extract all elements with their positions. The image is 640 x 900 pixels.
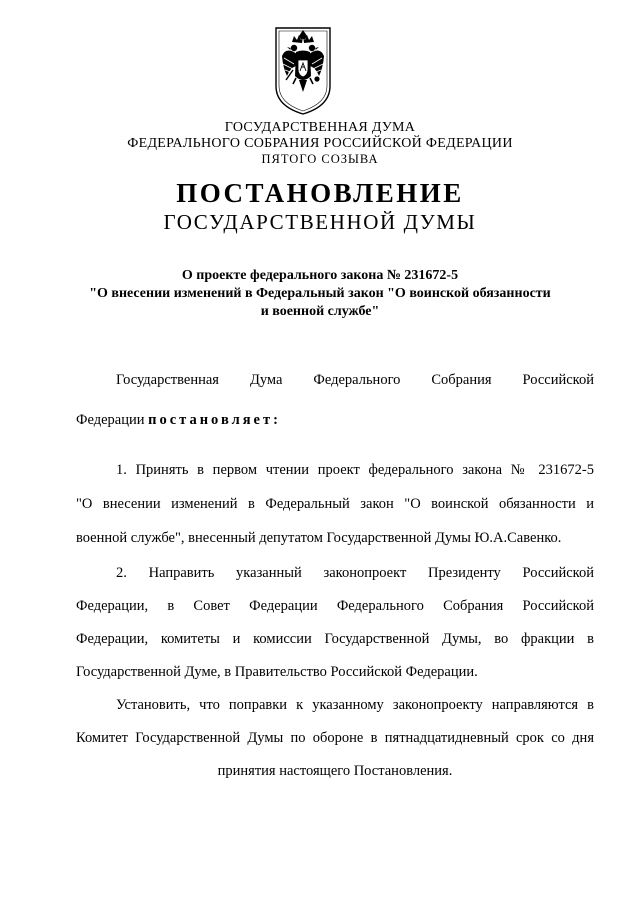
item1-line-3: военной службе", внесенный депутатом Государственной Думы Ю.А.Савенко. (76, 530, 562, 546)
item3-line-2: Комитет Государственной Думы по обороне в пятнадцатидневный срок со дня (76, 730, 594, 746)
subject-line-2: "О внесении изменений в Федеральный закон "О воинской обязанности (89, 286, 551, 301)
item3-line-3: принятия настоящего Постановления. (217, 763, 453, 779)
item2-line-3: Федерации, комитеты и комиссии Государственной Думы, во фракции в (76, 631, 594, 647)
item2-line-1: 2. Направить указанный законопроект Президенту Российской (116, 565, 594, 581)
preamble-line-1: Государственная Дума Федерального Собрания Российской (116, 372, 594, 388)
header-line-2: ФЕДЕРАЛЬНОГО СОБРАНИЯ РОССИЙСКОЙ ФЕДЕРАЦИИ (127, 136, 513, 151)
subject-line-3: и военной службе" (260, 304, 380, 319)
coat-of-arms-icon (272, 24, 334, 116)
subject-line-1: О проекте федерального закона № 231672-5 (181, 268, 459, 283)
header-line-3: ПЯТОГО СОЗЫВА (261, 152, 379, 166)
item3-line-1: Установить, что поправки к указанному законопроекту направляются в (116, 697, 594, 713)
item2-line-2: Федерации, в Совет Федерации Федерального Собрания Российской (76, 598, 594, 614)
preamble-decree-word: постановляет: (148, 412, 281, 428)
item2-line-4: Государственной Думе, в Правительство Российской Федерации. (76, 664, 478, 680)
document-subtitle: ГОСУДАРСТВЕННОЙ ДУМЫ (163, 210, 477, 234)
item1-line-2: "О внесении изменений в Федеральный закон "О воинской обязанности и (76, 496, 594, 512)
preamble-prefix: Федерации (76, 412, 149, 428)
header-line-1: ГОСУДАРСТВЕННАЯ ДУМА (224, 120, 416, 135)
item1-line-1: 1. Принять в первом чтении проект федерального закона № 231672-5 (116, 462, 594, 478)
preamble-line-2 (76, 412, 594, 429)
document-title: ПОСТАНОВЛЕНИЕ (176, 178, 464, 208)
